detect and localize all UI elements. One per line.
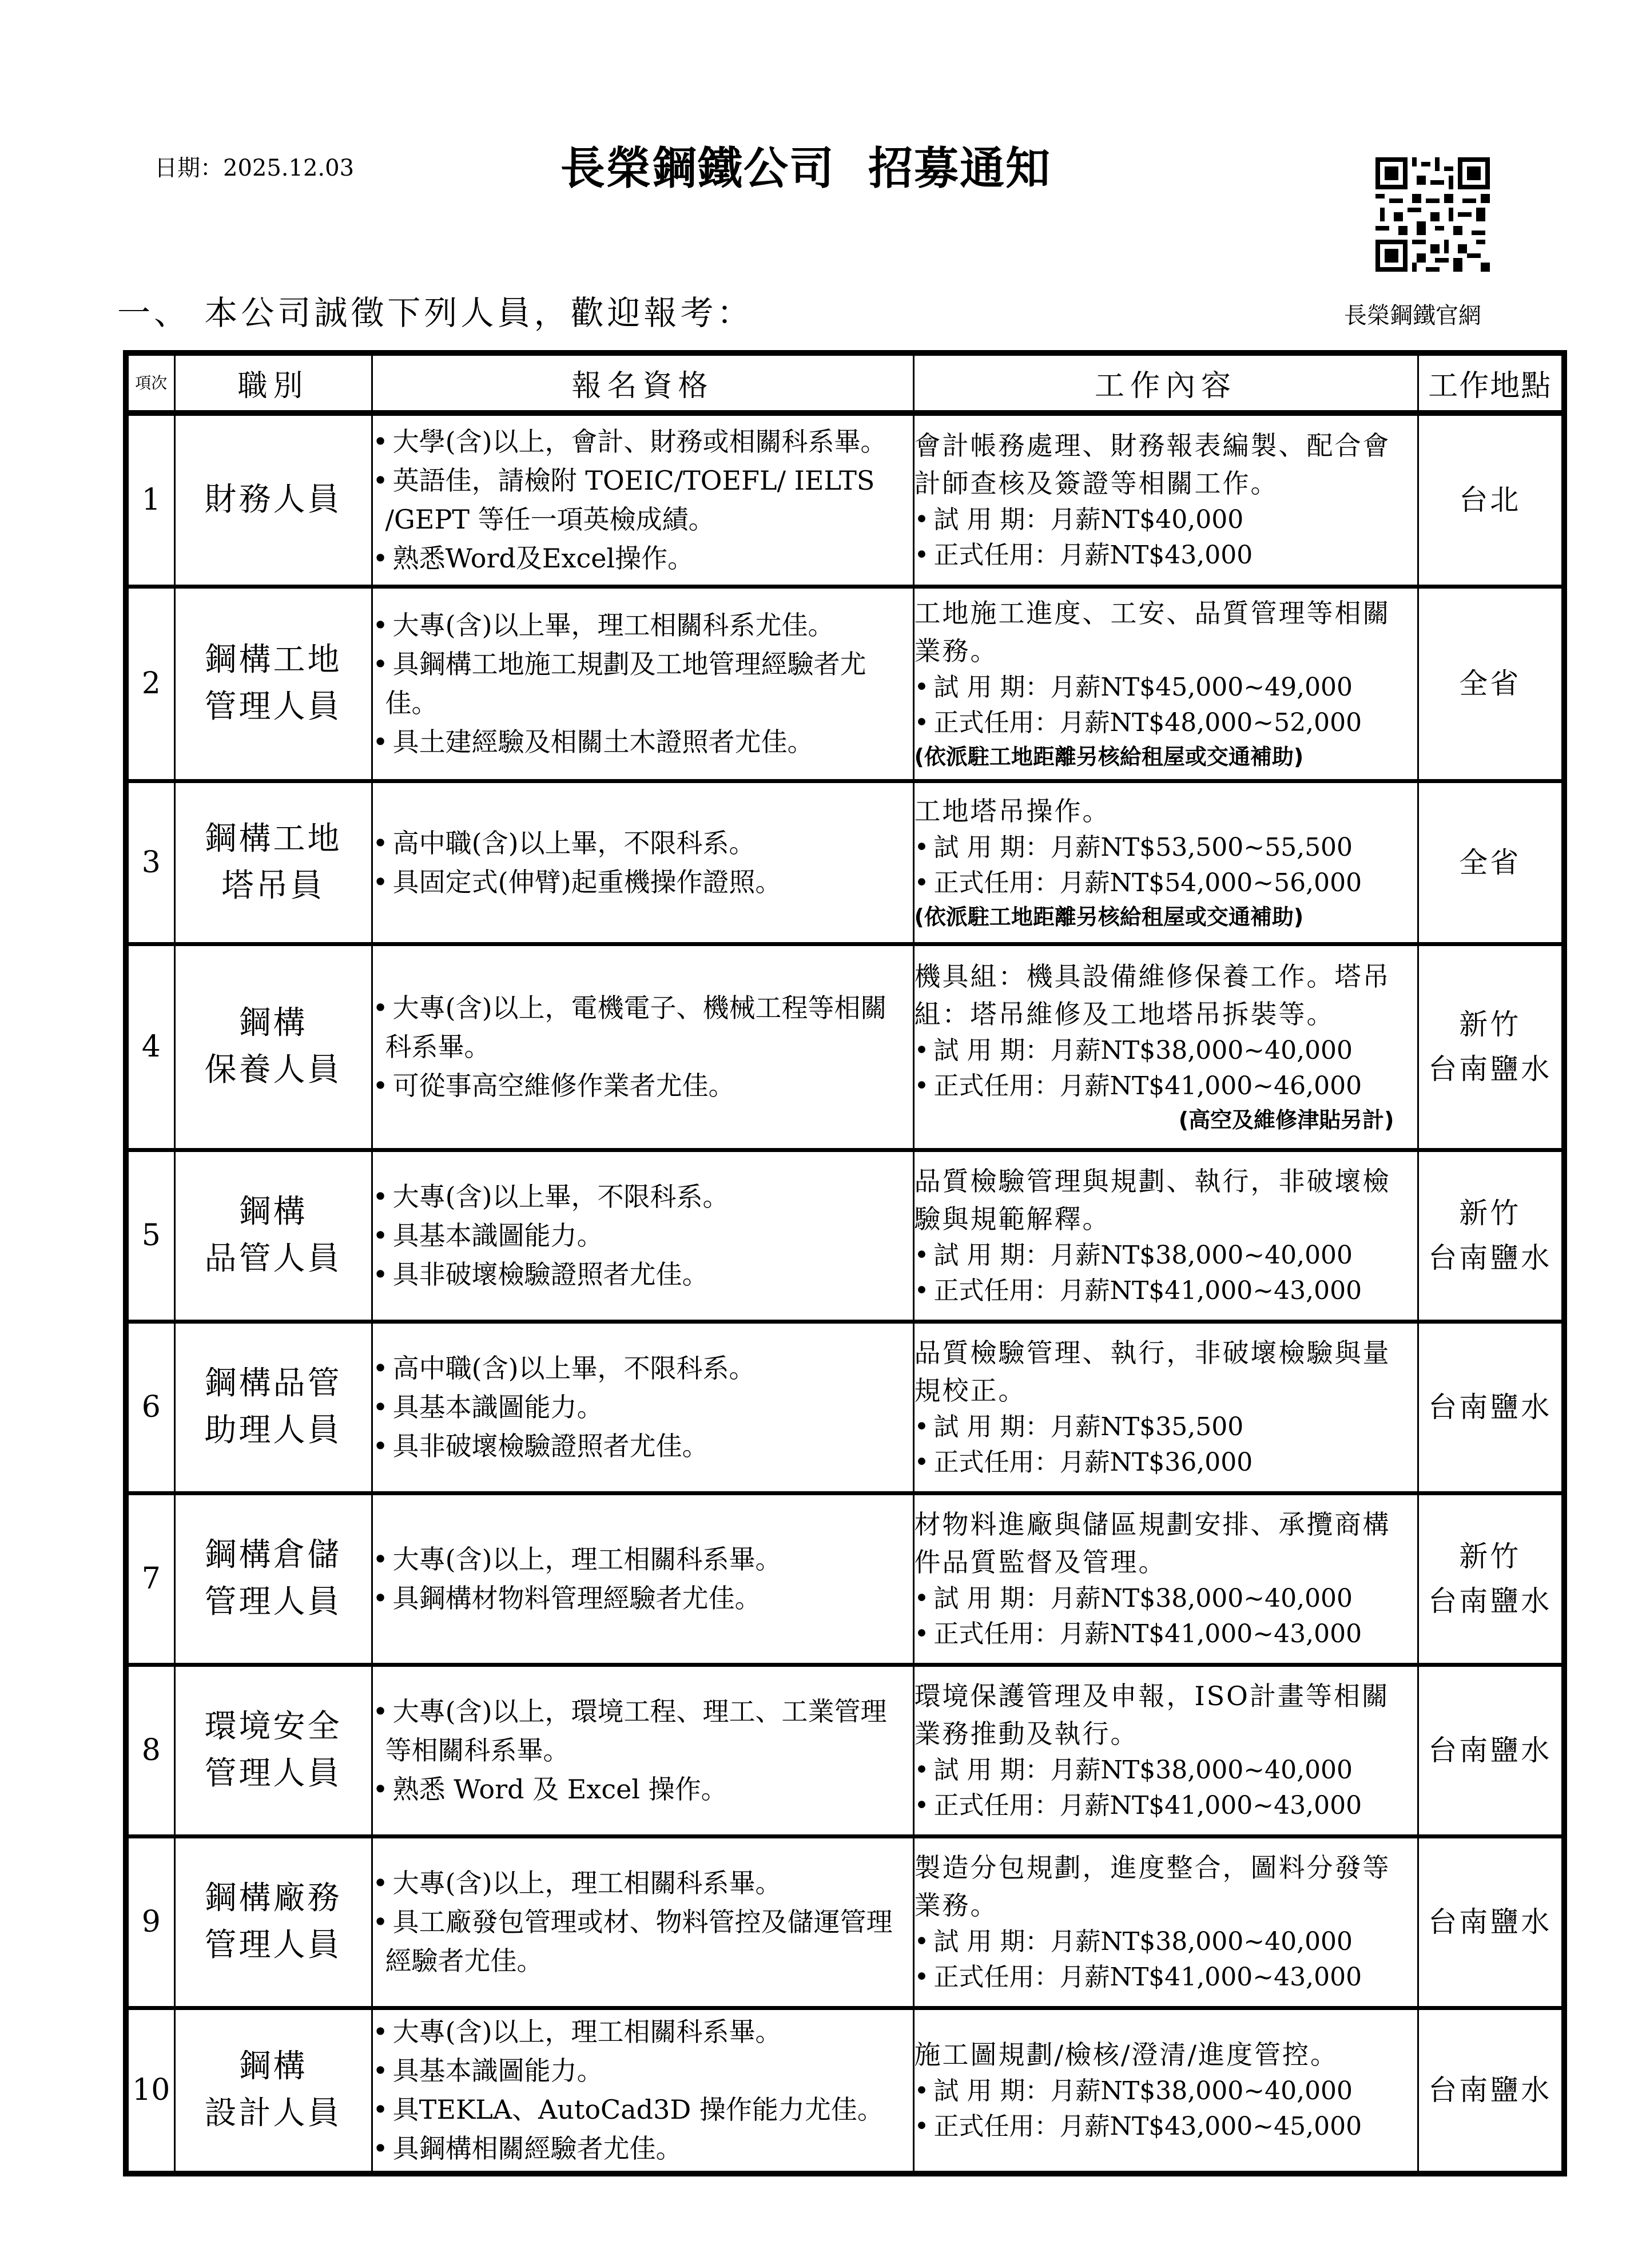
requirement-item: • 大專(含)以上，電機電子、機械工程等相關科系畢。 [373,988,913,1066]
job-title-line: 鋼構 [238,1004,308,1042]
regular-salary: • 正式任用：月薪NT$41,000~46,000 [915,1069,1417,1104]
job-duties [913,1493,1418,1665]
job-duties [913,586,1418,781]
requirement-item: • 大專(含)以上，理工相關科系畢。 [373,2012,913,2051]
requirement-item: • 可從事高空維修作業者尤佳。 [373,1066,913,1105]
job-title [174,1321,372,1493]
job-title-line: 設計人員 [204,2095,342,2132]
requirement-item: • 具非破壞檢驗證照者尤佳。 [373,1427,913,1465]
table-row [126,1321,1564,1493]
regular-salary: • 正式任用：月薪NT$43,000~45,000 [915,2109,1417,2144]
requirement-item: • 大專(含)以上，理工相關科系畢。 [373,1864,913,1902]
job-duties [913,1150,1418,1321]
column-header-duties: 工作內容 [913,353,1418,413]
location-line: 新竹 [1459,1540,1521,1573]
job-duties [913,1665,1418,1836]
column-header-title: 職別 [174,353,372,413]
job-title-line: 鋼構 [238,1193,308,1230]
job-title-line: 鋼構工地 [204,641,342,678]
probation-salary: • 試 用 期：月薪NT$38,000~40,000 [915,1924,1417,1960]
job-title-line: 鋼構倉儲 [204,1536,342,1574]
job-location [1418,781,1564,944]
job-title-line: 鋼構廠務 [204,1880,342,1917]
row-number: 4 [126,944,174,1150]
regular-salary: • 正式任用：月薪NT$54,000~56,000 [915,865,1417,901]
regular-salary: • 正式任用：月薪NT$43,000 [915,538,1417,573]
duty-description: 材物料進廠與儲區規劃安排、承攬商構件品質監督及管理。 [914,1509,1391,1578]
requirement-item: • 大專(含)以上畢，理工相關科系尤佳。 [373,606,913,645]
job-location [1418,586,1564,781]
location-line: 台南鹽水 [1428,1391,1552,1424]
job-requirements [372,1665,913,1836]
requirement-item: • 具TEKLA、AutoCad3D 操作能力尤佳。 [373,2090,913,2129]
row-number: 6 [126,1321,174,1493]
location-line: 台南鹽水 [1428,2074,1552,2107]
job-title-line: 助理人員 [204,1412,342,1449]
salary-note: (高空及維修津貼另計) [1178,1107,1394,1133]
probation-salary: • 試 用 期：月薪NT$38,000~40,000 [915,1753,1417,1788]
job-title-line: 管理人員 [204,1583,342,1620]
notice-date: 日期：2025.12.03 [154,155,355,181]
job-requirements [372,1321,913,1493]
job-title-line: 品管人員 [204,1240,342,1277]
job-duties [913,413,1418,586]
table-row [126,1665,1564,1836]
job-location [1418,2008,1564,2174]
duty-description: 品質檢驗管理與規劃、執行，非破壞檢驗與規範解釋。 [914,1166,1391,1234]
requirement-item: • 具基本識圖能力。 [373,1216,913,1255]
job-title-line: 管理人員 [204,1927,342,1964]
requirement-item: • 大專(含)以上，環境工程、理工、工業管理等相關科系畢。 [373,1692,913,1770]
job-requirements [372,944,913,1150]
job-title-line: 財務人員 [204,481,342,519]
duty-description: 環境保護管理及申報，ISO計畫等相關業務推動及執行。 [914,1681,1390,1749]
job-location [1418,413,1564,586]
requirement-item: • 英語佳，請檢附 TOEIC/TOEFL/ IELTS /GEPT 等任一項英檢成績。 [373,461,913,539]
job-requirements [372,781,913,944]
probation-salary: • 試 用 期：月薪NT$53,500~55,500 [915,830,1417,865]
job-duties [913,2008,1418,2174]
probation-salary: • 試 用 期：月薪NT$35,500 [915,1409,1417,1445]
duty-description: 會計帳務處理、財務報表編製、配合會計師查核及簽證等相關工作。 [914,430,1391,499]
requirement-item: • 大專(含)以上畢，不限科系。 [373,1177,913,1216]
requirement-item: • 高中職(含)以上畢，不限科系。 [373,1349,913,1388]
regular-salary: • 正式任用：月薪NT$41,000~43,000 [915,1273,1417,1309]
duty-description: 機具組：機具設備維修保養工作。塔吊組：塔吊維修及工地塔吊拆裝等。 [914,961,1391,1030]
job-duties [913,944,1418,1150]
row-number: 9 [126,1836,174,2008]
job-title-line: 鋼構 [238,2048,308,2086]
salary-note: (依派駐工地距離另核給租屋或交通補助) [914,904,1304,930]
requirement-item: • 具鋼構工地施工規劃及工地管理經驗者尤佳。 [373,645,913,722]
requirement-item: • 具鋼構相關經驗者尤佳。 [373,2129,913,2168]
row-number: 3 [126,781,174,944]
qr-code-icon[interactable] [1375,157,1490,272]
notice-type: 招募通知 [868,143,1052,194]
requirement-item: • 具工廠發包管理或材、物料管控及儲運管理經驗者尤佳。 [373,1902,913,1980]
requirement-item: • 熟悉Word及Excel操作。 [373,539,913,578]
table-row [126,586,1564,781]
job-location [1418,1150,1564,1321]
job-title-line: 鋼構工地 [204,820,342,857]
job-location [1418,1493,1564,1665]
salary-note: (依派駐工地距離另核給租屋或交通補助) [914,744,1304,769]
qr-caption: 長榮鋼鐵官網 [1344,303,1481,329]
job-location [1418,1321,1564,1493]
job-title-line: 環境安全 [204,1708,342,1745]
row-number: 10 [126,2008,174,2174]
column-header-no: 項次 [126,353,174,413]
table-row [126,413,1564,586]
job-title-line: 鋼構品管 [204,1365,342,1402]
job-location [1418,944,1564,1150]
table-row [126,781,1564,944]
job-requirements [372,413,913,586]
requirement-item: • 具鋼構材物料管理經驗者尤佳。 [373,1579,913,1618]
row-number: 1 [126,413,174,586]
location-line: 台南鹽水 [1428,1584,1552,1618]
job-title [174,944,372,1150]
job-title-line: 塔吊員 [221,867,325,904]
row-number: 5 [126,1150,174,1321]
job-title [174,1836,372,2008]
job-title [174,1493,372,1665]
requirement-item: • 具基本識圖能力。 [373,1388,913,1427]
duty-description: 施工圖規劃/檢核/澄清/進度管控。 [914,2039,1338,2071]
probation-salary: • 試 用 期：月薪NT$45,000~49,000 [915,670,1417,705]
job-duties [913,781,1418,944]
requirement-item: • 大專(含)以上，理工相關科系畢。 [373,1540,913,1579]
job-title-line: 保養人員 [204,1051,342,1089]
table-row [126,2008,1564,2174]
requirement-item: • 具土建經驗及相關土木證照者尤佳。 [373,722,913,761]
job-title-line: 管理人員 [204,1755,342,1792]
table-row [126,1150,1564,1321]
job-requirements [372,586,913,781]
job-location [1418,1836,1564,2008]
regular-salary: • 正式任用：月薪NT$36,000 [915,1445,1417,1480]
job-title [174,2008,372,2174]
table-header-row [126,353,1564,413]
location-line: 台南鹽水 [1428,1905,1552,1939]
job-duties [913,1836,1418,2008]
probation-salary: • 試 用 期：月薪NT$38,000~40,000 [915,1033,1417,1069]
location-line: 台南鹽水 [1428,1052,1552,1086]
duty-description: 工地塔吊操作。 [914,795,1111,827]
duty-description: 工地施工進度、工安、品質管理等相關業務。 [914,598,1391,666]
regular-salary: • 正式任用：月薪NT$41,000~43,000 [915,1788,1417,1824]
requirement-item: • 具基本識圖能力。 [373,2051,913,2090]
requirement-item: • 具非破壞檢驗證照者尤佳。 [373,1255,913,1294]
job-location [1418,1665,1564,1836]
regular-salary: • 正式任用：月薪NT$48,000~52,000 [915,705,1417,741]
job-requirements [372,1150,913,1321]
probation-salary: • 試 用 期：月薪NT$38,000~40,000 [915,2074,1417,2109]
job-duties [913,1321,1418,1493]
column-header-location: 工作地點 [1418,353,1564,413]
job-title-line: 管理人員 [204,688,342,725]
requirement-item: • 高中職(含)以上畢，不限科系。 [373,824,913,863]
duty-description: 品質檢驗管理、執行，非破壞檢驗與量規校正。 [914,1337,1391,1406]
table-row [126,1493,1564,1665]
table-row [126,944,1564,1150]
job-title [174,781,372,944]
duty-description: 製造分包規劃，進度整合，圖料分發等業務。 [914,1852,1391,1921]
company-name: 長榮鋼鐵公司 [560,143,835,194]
job-title [174,413,372,586]
job-title [174,1150,372,1321]
regular-salary: • 正式任用：月薪NT$41,000~43,000 [915,1960,1417,1995]
job-title [174,1665,372,1836]
probation-salary: • 試 用 期：月薪NT$40,000 [915,502,1417,538]
location-line: 全省 [1459,845,1521,879]
job-requirements [372,1836,913,2008]
intro-heading: 一、 本公司誠徵下列人員，歡迎報考： [117,293,754,332]
location-line: 新竹 [1459,1008,1521,1041]
requirement-item: • 熟悉 Word 及 Excel 操作。 [373,1770,913,1809]
table-row [126,1836,1564,2008]
requirement-item: • 具固定式(伸臂)起重機操作證照。 [373,863,913,901]
probation-salary: • 試 用 期：月薪NT$38,000~40,000 [915,1581,1417,1616]
regular-salary: • 正式任用：月薪NT$41,000~43,000 [915,1616,1417,1652]
row-number: 7 [126,1493,174,1665]
row-number: 2 [126,586,174,781]
column-header-requirements: 報名資格 [372,353,913,413]
row-number: 8 [126,1665,174,1836]
probation-salary: • 試 用 期：月薪NT$38,000~40,000 [915,1238,1417,1273]
job-requirements [372,2008,913,2174]
requirement-item: • 大學(含)以上，會計、財務或相關科系畢。 [373,422,913,461]
location-line: 全省 [1459,667,1521,700]
location-line: 新竹 [1459,1197,1521,1230]
location-line: 台北 [1459,483,1521,517]
location-line: 台南鹽水 [1428,1241,1552,1274]
job-title [174,586,372,781]
job-openings-table [123,350,1567,2176]
location-line: 台南鹽水 [1428,1734,1552,1767]
job-requirements [372,1493,913,1665]
